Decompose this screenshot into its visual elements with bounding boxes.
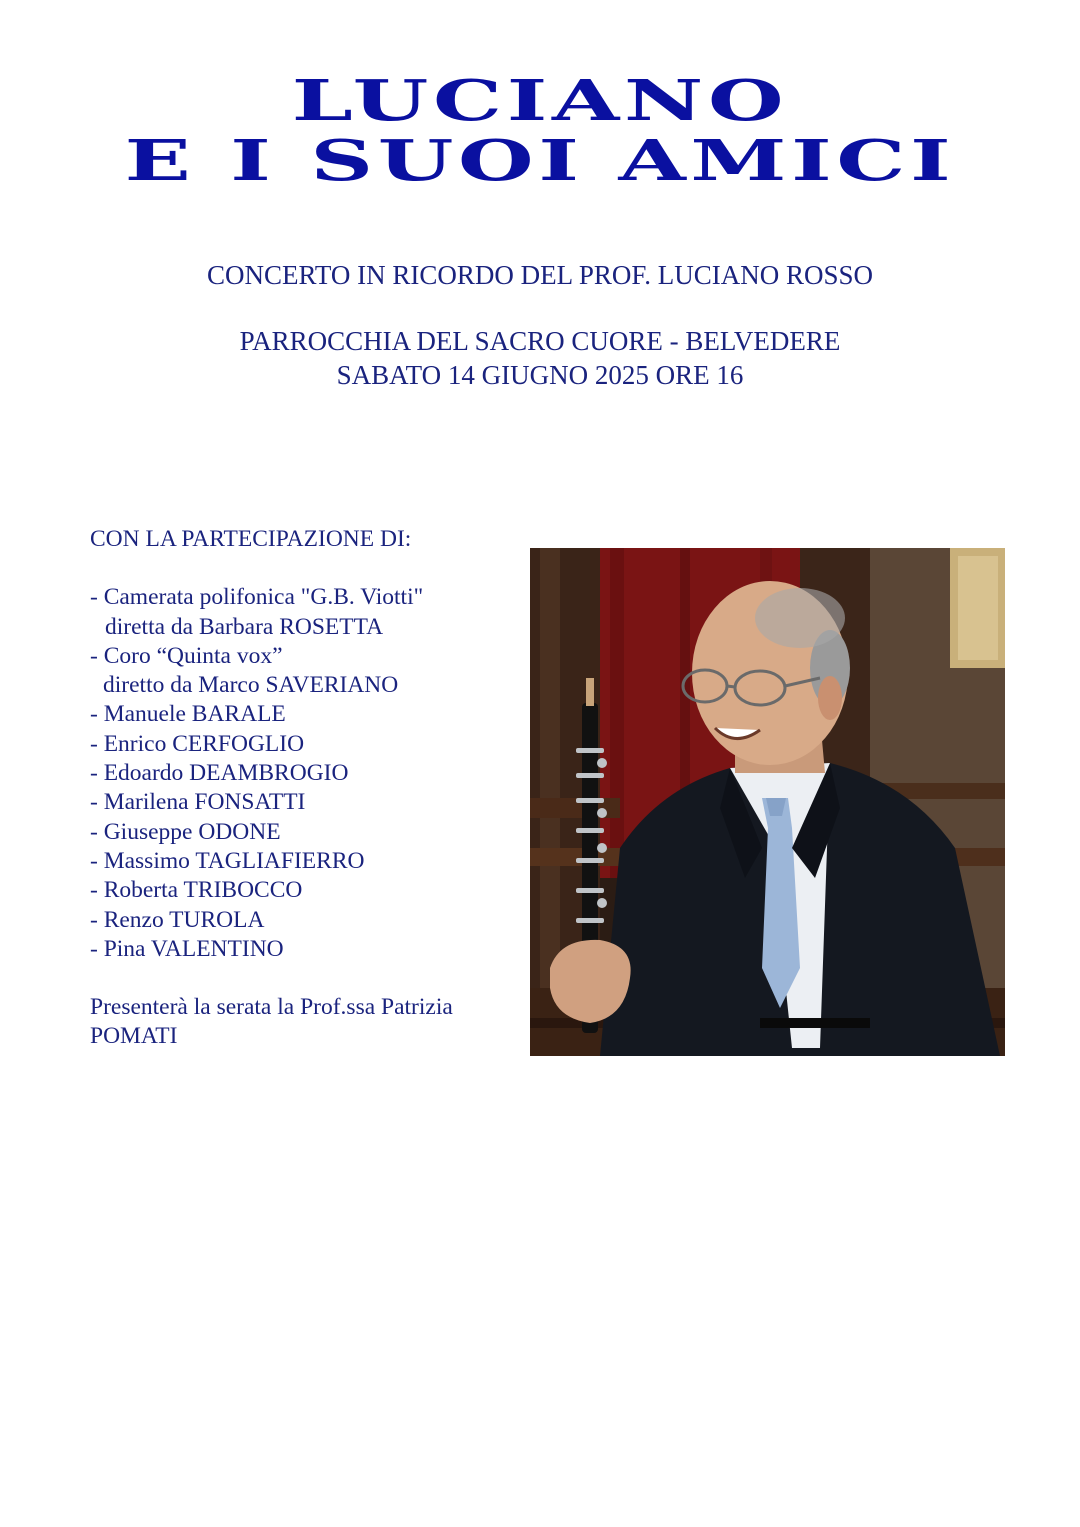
title-line-2: E I SUOI AMICI xyxy=(124,128,956,194)
participant-item: - Enrico CERFOGLIO xyxy=(90,730,305,757)
participant-item: - Roberta TRIBOCCO xyxy=(90,877,303,904)
date-time: SABATO 14 GIUGNO 2025 ORE 16 xyxy=(336,360,744,390)
portrait-photo xyxy=(530,548,1005,1056)
participant-item: - Edoardo DEAMBROGIO xyxy=(90,760,349,787)
concert-subtitle: CONCERTO IN RICORDO DEL PROF. LUCIANO ROSSO xyxy=(206,260,874,290)
participant-detail: diretto da Marco SAVERIANO xyxy=(103,672,399,699)
participant-item: - Pina VALENTINO xyxy=(90,935,284,962)
portrait-illustration xyxy=(530,548,1005,1056)
participant-item: - Giuseppe ODONE xyxy=(90,818,281,845)
venue: PARROCCHIA DEL SACRO CUORE - BELVEDERE xyxy=(239,326,841,356)
participant-item: - Marilena FONSATTI xyxy=(90,789,306,816)
presenter-text: Presenterà la serata la Prof.ssa Patrizia POMATI xyxy=(90,994,453,1050)
title-line-1: LUCIANO xyxy=(291,68,789,134)
participants-section xyxy=(90,525,510,1052)
participant-item: - Massimo TAGLIAFIERRO xyxy=(90,847,365,874)
participant-item: - Coro “Quinta vox” xyxy=(90,642,283,669)
participant-detail: diretta da Barbara ROSETTA xyxy=(105,613,384,640)
participants-heading: CON LA PARTECIPAZIONE DI: xyxy=(90,526,412,552)
participant-item: - Manuele BARALE xyxy=(90,701,286,728)
participant-item: - Camerata polifonica "G.B. Viotti" xyxy=(90,584,424,611)
participant-item: - Renzo TUROLA xyxy=(90,906,265,933)
